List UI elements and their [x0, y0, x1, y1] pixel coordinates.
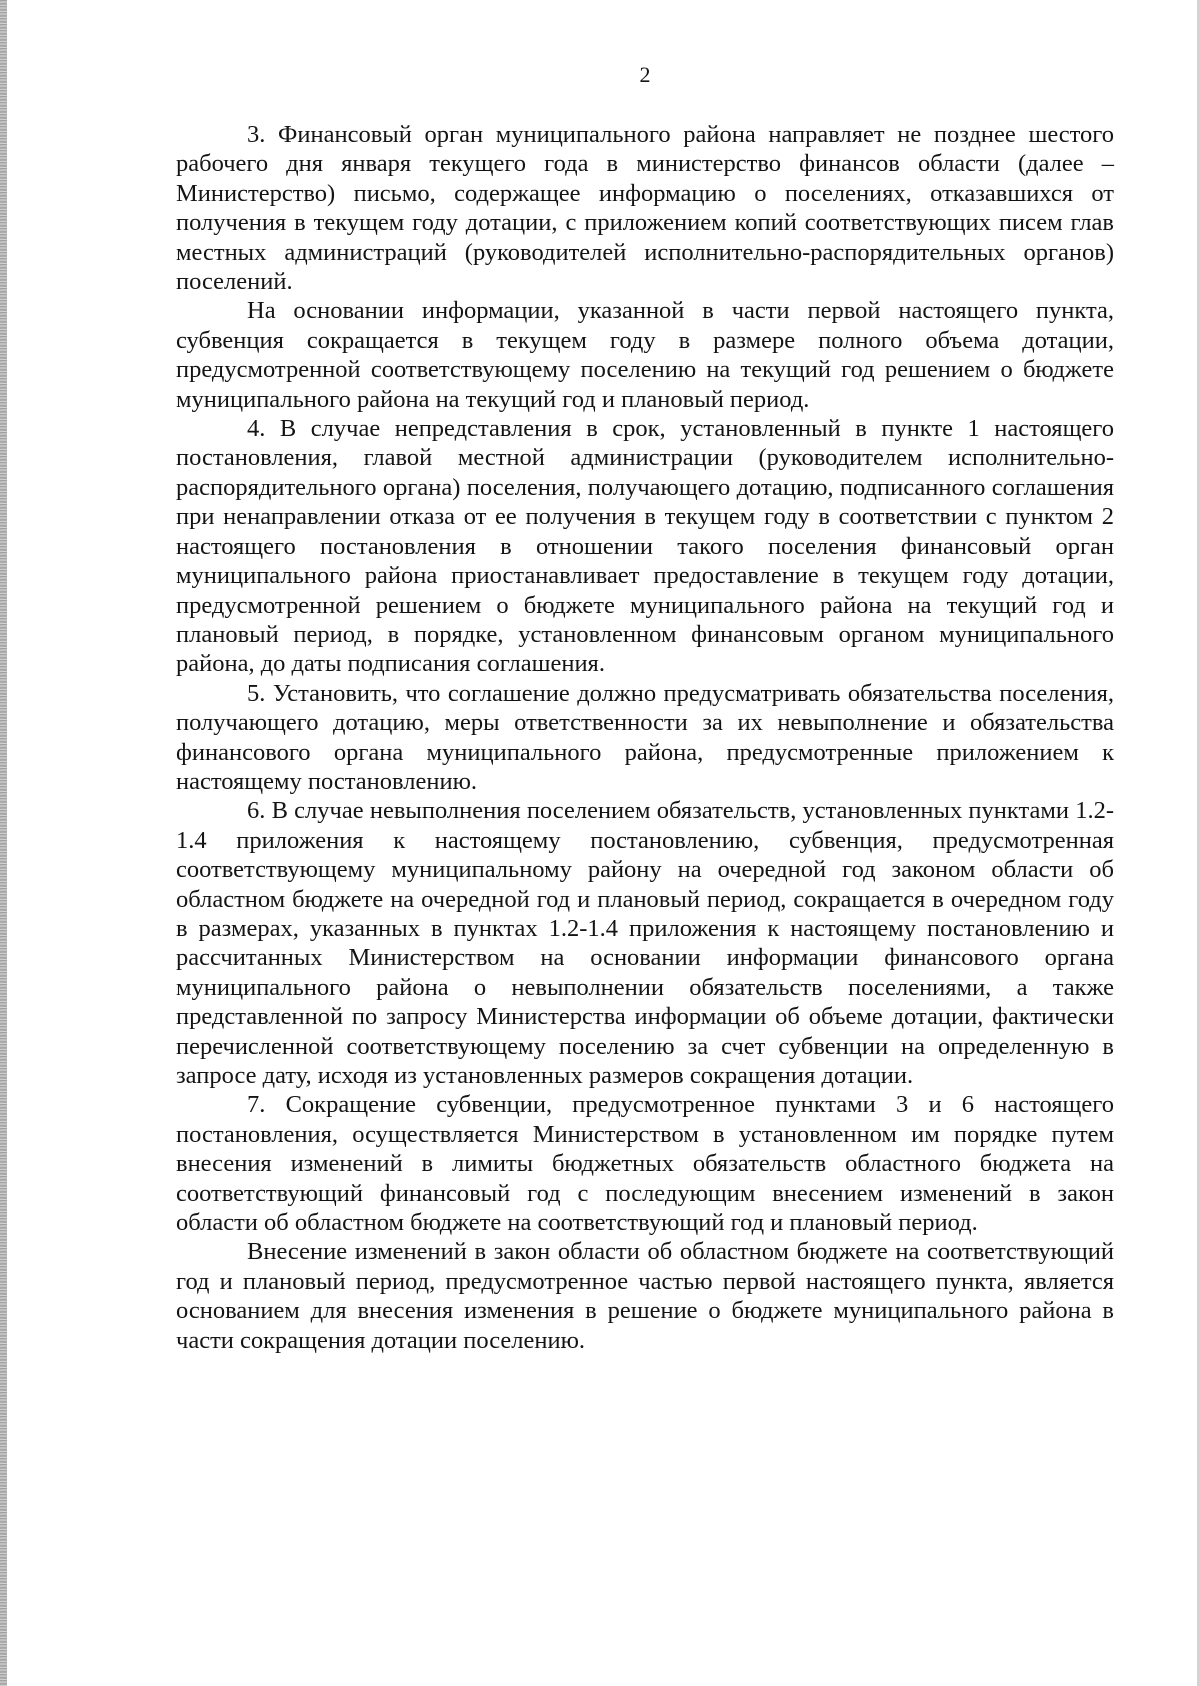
paragraph-item-3: 3. Финансовый орган муниципального района направляет не позднее шестого рабочего дня января текущего года в министерство финансов области (далее – Министерство) письмо, содержащее информацию о поселениях, отказавшихся от получения в текущем году дотации, с приложением копий соответствующих писем глав местных администраций (руководителей исполнительно-распорядительных органов) поселений.: [176, 121, 1114, 296]
document-body: [176, 120, 1114, 1355]
paragraph-item-4: 4. В случае непредставления в срок, установленный в пункте 1 настоящего постановления, главой местной администрации (руководителем исполнительно-распорядительного органа) поселения, получающего дотацию, подписанного соглашения при ненаправлении отказа от ее получения в текущем году в соответствии с пунктом 2 настоящего постановления в отношении такого поселения финансовый орган муниципального района приостанавливает предоставление в текущем году дотации, предусмотренной решением о бюджете муниципального района на текущий год и плановый период, в порядке, установленном финансовым органом муниципального района, до даты подписания соглашения.: [176, 415, 1114, 678]
page-number: 2: [639, 62, 651, 87]
paragraph-item-7-part-2: Внесение изменений в закон области об областном бюджете на соответствующий год и плановый период, предусмотренное частью первой настоящего пункта, является основанием для внесения изменения в решение о бюджете муниципального района в части сокращения дотации поселению.: [176, 1238, 1114, 1354]
scan-edge-left: [0, 0, 7, 1686]
paragraph-item-5: 5. Установить, что соглашение должно предусматривать обязательства поселения, получающего дотацию, меры ответственности за их невыполнение и обязательства финансового органа муниципального района, предусмотренные приложением к настоящему постановлению.: [176, 679, 1114, 795]
paragraph-item-7: 7. Сокращение субвенции, предусмотренное пунктами 3 и 6 настоящего постановления, осуществляется Министерством в установленном им порядке путем внесения изменений в лимиты бюджетных обязательств областного бюджета на соответствующий финансовый год с последующим внесением изменений в закон области об областном бюджете на соответствующий год и плановый период.: [176, 1091, 1114, 1237]
paragraph-item-6: 6. В случае невыполнения поселением обязательств, установленных пунктами 1.2-1.4 приложения к настоящему постановлению, субвенция, предусмотренная соответствующему муниципальному району на очередной год законом области об областном бюджете на очередной год и плановый период, сокращается в очередном году в размерах, указанных в пунктах 1.2-1.4 приложения к настоящему постановлению и рассчитанных Министерством на основании информации финансового органа муниципального района о невыполнении обязательств поселениями, а также представленной по запросу Министерства информации об объеме дотации, фактически перечисленной соответствующему поселению за счет субвенции на определенную в запросе дату, исходя из установленных размеров сокращения дотации.: [176, 797, 1114, 1089]
paragraph-item-3-part-2: На основании информации, указанной в части первой настоящего пункта, субвенция сокращается в текущем году в размере полного объема дотации, предусмотренной соответствующему поселению на текущий год решением о бюджете муниципального района на текущий год и плановый период.: [176, 297, 1114, 413]
